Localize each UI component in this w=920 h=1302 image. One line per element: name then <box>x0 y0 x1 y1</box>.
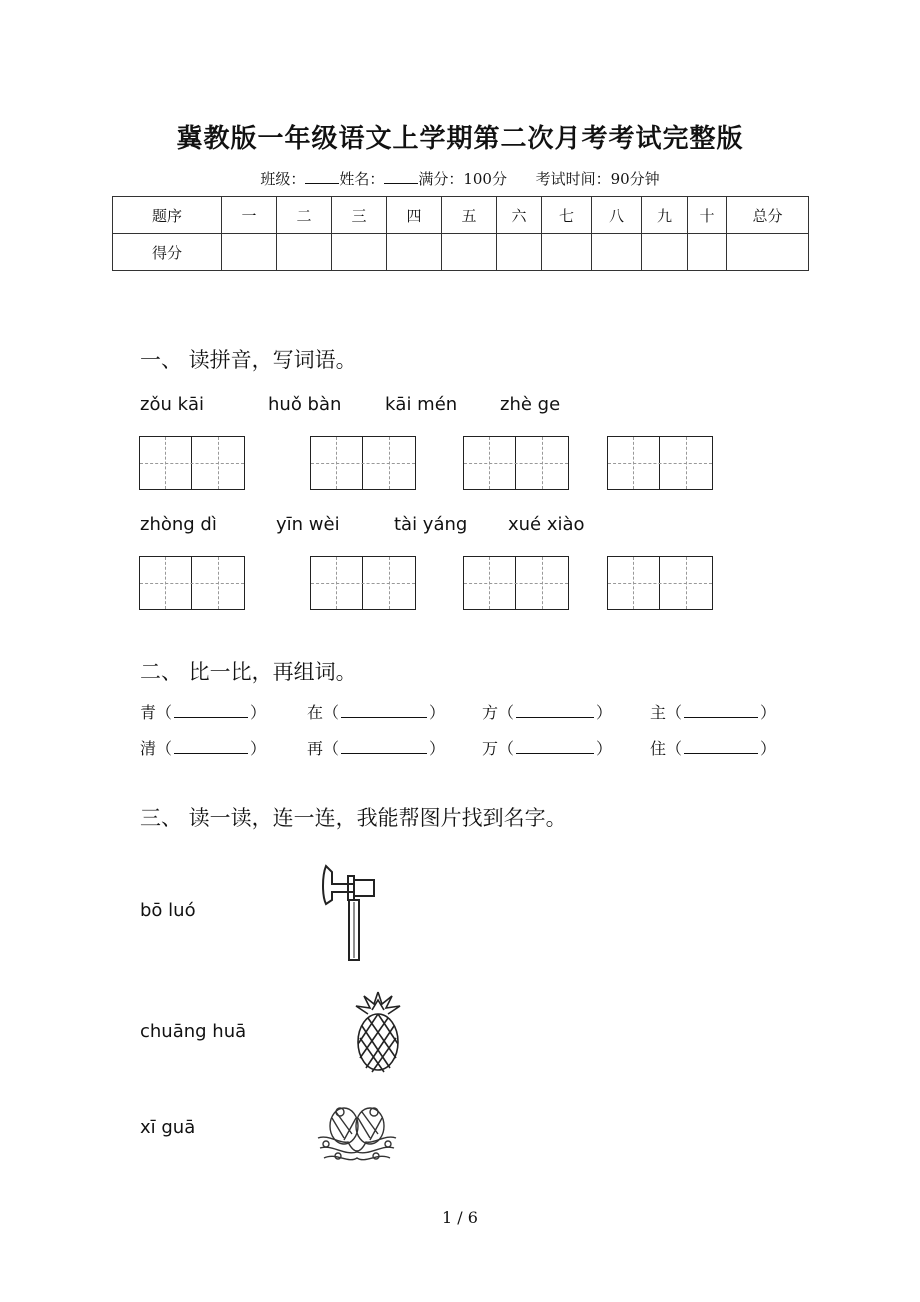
compare-item[interactable]: 清（ ） <box>140 739 267 758</box>
writing-grid[interactable] <box>463 436 569 490</box>
score-cell[interactable] <box>542 234 592 271</box>
compare-item[interactable]: 住（ ） <box>650 739 777 758</box>
score-cell[interactable] <box>688 234 727 271</box>
header-cell: 十 <box>688 197 727 234</box>
match-word[interactable]: xī guā <box>140 1117 196 1138</box>
pinyin: huǒ bàn <box>268 394 342 415</box>
header-cell: 总分 <box>727 197 809 234</box>
score-cell[interactable] <box>642 234 688 271</box>
header-cell: 五 <box>442 197 497 234</box>
header-cell: 二 <box>277 197 332 234</box>
header-cell: 八 <box>592 197 642 234</box>
pinyin: zhè ge <box>500 394 561 415</box>
writing-grid[interactable] <box>463 556 569 610</box>
score-cell[interactable] <box>497 234 542 271</box>
class-blank[interactable] <box>305 170 339 184</box>
score-cell[interactable] <box>727 234 809 271</box>
compare-item[interactable]: 在（ ） <box>307 703 446 722</box>
header-cell: 六 <box>497 197 542 234</box>
name-blank[interactable] <box>384 170 418 184</box>
score-label: 满分：100分 <box>418 170 507 188</box>
score-cell[interactable] <box>277 234 332 271</box>
header-cell: 一 <box>222 197 277 234</box>
score-table <box>112 196 809 271</box>
writing-grid[interactable] <box>607 556 713 610</box>
score-table-header <box>113 197 809 234</box>
name-label: 姓名： <box>339 170 385 188</box>
pinyin: zhòng dì <box>140 514 217 535</box>
header-cell: 三 <box>332 197 387 234</box>
header-cell: 九 <box>642 197 688 234</box>
header-cell: 四 <box>387 197 442 234</box>
section2-heading: 二、 比一比，再组词。 <box>140 660 357 684</box>
class-label: 班级： <box>260 170 306 188</box>
compare-item[interactable]: 青（ ） <box>140 703 267 722</box>
compare-item[interactable]: 万（ ） <box>482 739 613 758</box>
section1-heading: 一、 读拼音，写词语。 <box>140 348 357 372</box>
score-cell[interactable] <box>387 234 442 271</box>
writing-grid[interactable] <box>607 436 713 490</box>
score-cell[interactable] <box>592 234 642 271</box>
page-title: 冀教版一年级语文上学期第二次月考考试完整版 <box>176 124 744 154</box>
writing-grid[interactable] <box>139 436 245 490</box>
compare-item[interactable]: 主（ ） <box>650 703 777 722</box>
score-cell[interactable] <box>222 234 277 271</box>
writing-grid[interactable] <box>310 436 416 490</box>
compare-item[interactable]: 方（ ） <box>482 703 613 722</box>
header-cell: 七 <box>542 197 592 234</box>
score-cell[interactable] <box>442 234 497 271</box>
pinyin: kāi mén <box>385 394 458 415</box>
writing-grid[interactable] <box>310 556 416 610</box>
axe-picture[interactable] <box>318 862 378 966</box>
compare-item[interactable]: 再（ ） <box>307 739 446 758</box>
pinyin: tài yáng <box>394 514 468 535</box>
pinyin: yīn wèi <box>276 514 340 535</box>
score-table-row <box>113 234 809 271</box>
row-label: 得分 <box>113 234 222 271</box>
time-label: 考试时间：90分钟 <box>535 170 660 188</box>
header-cell: 题序 <box>113 197 222 234</box>
paper-cut-picture[interactable] <box>314 1098 400 1166</box>
score-cell[interactable] <box>332 234 387 271</box>
pinyin: xué xiào <box>508 514 585 535</box>
match-word[interactable]: bō luó <box>140 900 196 921</box>
pineapple-picture[interactable] <box>350 990 406 1074</box>
page-number: 1 / 6 <box>442 1208 478 1227</box>
section3-heading: 三、 读一读，连一连，我能帮图片找到名字。 <box>140 806 567 830</box>
pinyin: zǒu kāi <box>140 394 205 415</box>
writing-grid[interactable] <box>139 556 245 610</box>
match-word[interactable]: chuāng huā <box>140 1021 247 1042</box>
exam-info <box>0 168 920 189</box>
